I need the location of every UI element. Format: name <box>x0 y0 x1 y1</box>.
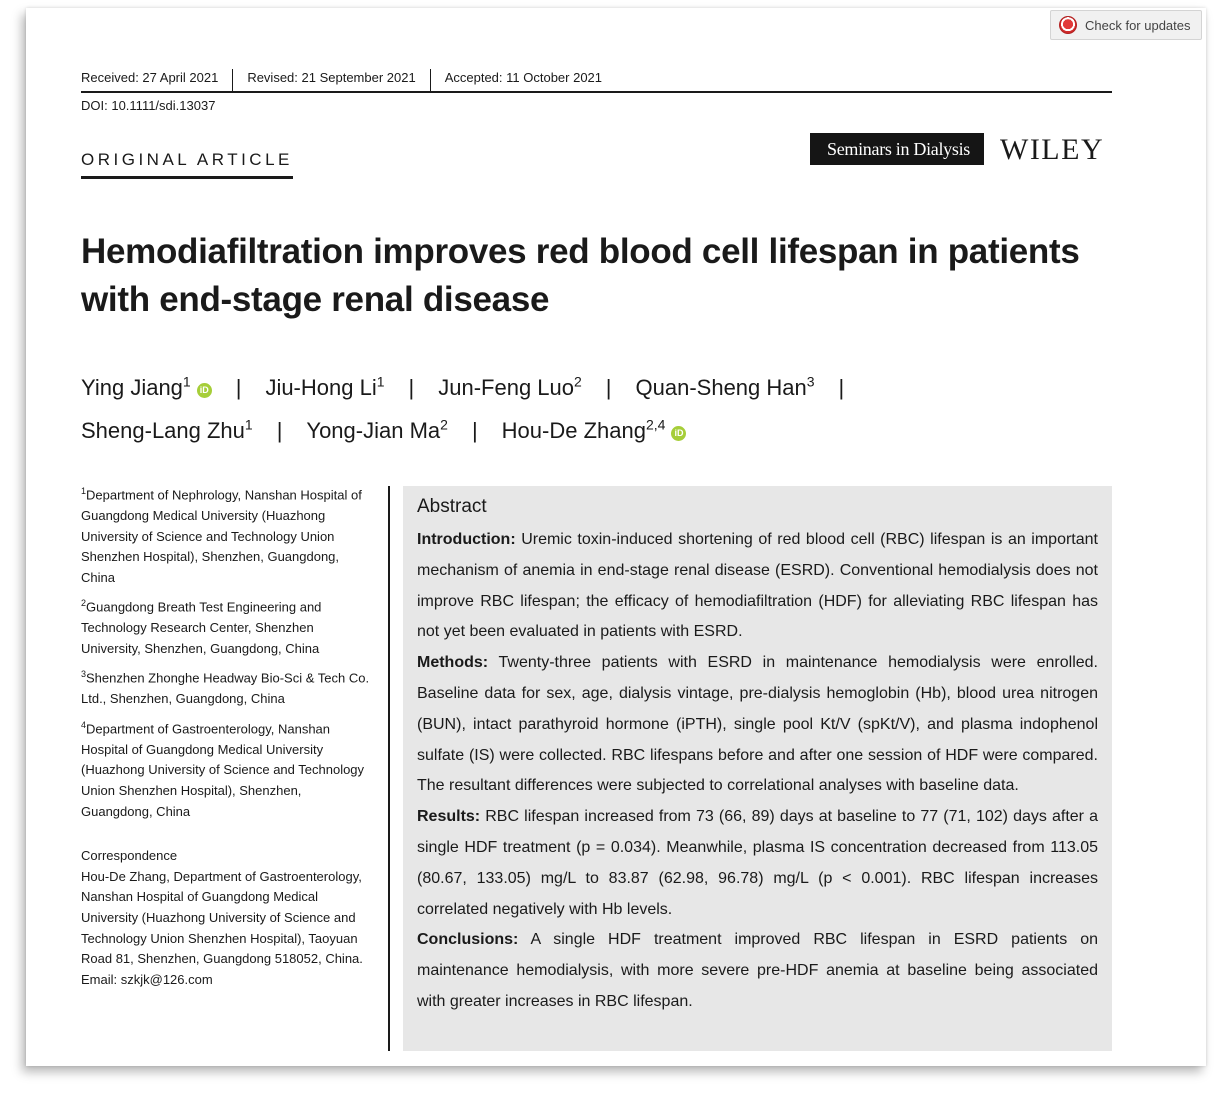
abstract-conclusions: Conclusions: A single HDF treatment improved RBC lifespan in ESRD patients on maintenance hemodialysis, with more severe pre-HDF anemia at baseline being associated with greater increases in RBC lifespan. <box>417 931 1099 1010</box>
crossmark-icon <box>1059 16 1077 34</box>
orcid-icon[interactable]: iD <box>671 426 686 441</box>
history-dates <box>81 69 1112 93</box>
correspondence <box>81 846 371 990</box>
abstract-heading: Abstract <box>417 496 487 517</box>
author[interactable]: Hou-De Zhang$^{2,4}$iD <box>502 418 687 443</box>
author[interactable]: Jun-Feng Luo$^2$ <box>438 374 582 401</box>
check-for-updates-label: Check for updates <box>1085 17 1191 33</box>
doi[interactable]: DOI: 10.1111/sdi.13037 <box>81 98 216 113</box>
author[interactable]: Jiu-Hong Li$^1$ <box>265 374 385 401</box>
author-separator: | <box>471 417 478 443</box>
affiliation: $^1$Department of Nephrology, Nanshan Hospital of Guangdong Medical University (Huazhong University of Science and Technology Union Shenzhen Hospital), Shenzhen, Guangdong, China <box>81 486 362 585</box>
author-separator: | <box>276 417 283 443</box>
orcid-icon[interactable]: iD <box>197 383 212 398</box>
column-divider <box>388 486 390 1051</box>
affiliation: $^2$Guangdong Breath Test Engineering and Technology Research Center, Shenzhen University, Shenzhen, Guangdong, China <box>81 598 322 656</box>
author[interactable]: Quan-Sheng Han$^3$ <box>635 374 815 401</box>
affiliation: $^4$Department of Gastroenterology, Nanshan Hospital of Guangdong Medical University (Huazhong University of Science and Technology Union Shenzhen Hospital), Shenzhen, Guangdong, China <box>81 719 365 819</box>
author-separator: | <box>605 375 612 401</box>
article-title: Hemodiafiltration improves red blood cell lifespan in patients with end-stage renal disease <box>81 232 1080 319</box>
article-type: ORIGINAL ARTICLE <box>81 150 293 179</box>
journal-logo: Seminars in Dialysis <box>810 133 984 165</box>
author-list <box>81 364 1121 449</box>
revised-date: Revised: 21 September 2021 <box>247 69 430 91</box>
correspondence-body: Hou-De Zhang, Department of Gastroenterology, Nanshan Hospital of Guangdong Medical University (Huazhong University of Science and Technology Union Shenzhen Hospital), Taoyuan Road 81, Shenzhen, Guangdong 518052, China. <box>81 868 363 967</box>
correspondence-email[interactable]: Email: szkjk@126.com <box>81 971 213 987</box>
author-separator: | <box>408 375 415 401</box>
abstract-results: Results: RBC lifespan increased from 73 (66, 89) days at baseline to 77 (71, 102) days after a single HDF treatment (p = 0.034). Meanwhile, plasma IS concentration decreased from 113.05 (80.67, 133.05) mg/L to 83.87 (62.98, 96.78) mg/L (p < 0.001). RBC lifespan increases correlated negatively with Hb levels. <box>417 808 1099 918</box>
abstract-box <box>403 486 1112 1051</box>
author-separator: | <box>235 375 242 401</box>
author[interactable]: Sheng-Lang Zhu$^1$ <box>81 416 253 443</box>
author[interactable]: Ying Jiang$^1$iD <box>81 375 212 400</box>
affiliation: $^3$Shenzhen Zhonghe Headway Bio-Sci & Tech Co. Ltd., Shenzhen, Guangdong, China <box>81 669 370 707</box>
publisher-logo: WILEY <box>1000 133 1105 166</box>
check-for-updates-button[interactable] <box>1050 10 1202 40</box>
abstract-methods: Methods: Twenty-three patients with ESRD in maintenance hemodialysis were enrolled. Baseline data for sex, age, dialysis vintage, pre-dialysis hemoglobin (Hb), blood urea nitrogen (BUN), intact parathyroid hormone (iPTH), single pool Kt/V (spKt/V), and plasma indophenol sulfate (IS) were collected. RBC lifespans before and after one session of HDF were compared. The resultant differences were subjected to correlational analyses with baseline data. <box>417 654 1099 795</box>
accepted-date: Accepted: 11 October 2021 <box>444 70 603 85</box>
received-date: Received: 27 April 2021 <box>81 69 233 91</box>
author[interactable]: Yong-Jian Ma$^2$ <box>306 416 448 443</box>
abstract-introduction: Introduction: Uremic toxin-induced shortening of red blood cell (RBC) lifespan is an important mechanism of anemia in end-stage renal disease (ESRD). Conventional hemodialysis does not improve RBC lifespan; the efficacy of hemodiafiltration (HDF) for alleviating RBC lifespan has not yet been evaluated in patients with ESRD. <box>417 531 1098 641</box>
correspondence-heading: Correspondence <box>81 848 178 864</box>
author-separator: | <box>838 375 845 401</box>
affiliations <box>81 481 371 990</box>
